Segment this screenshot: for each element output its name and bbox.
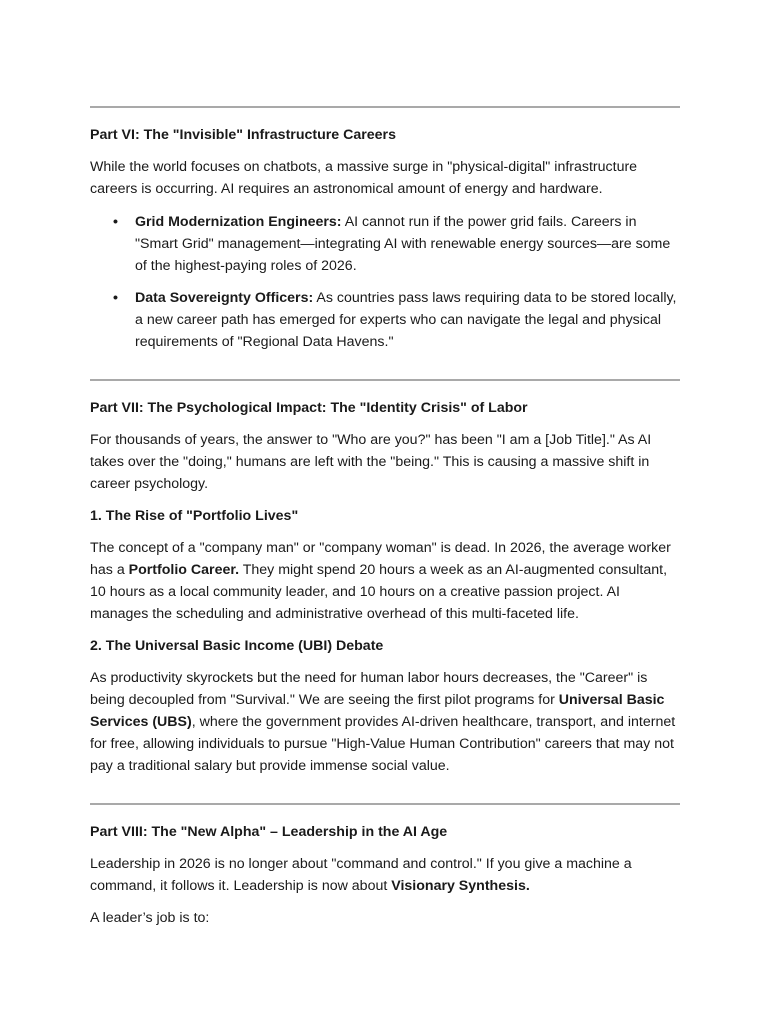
list-item-text: AI cannot run if the power grid fails. Careers in "Smart Grid" management—integrating AI with renewable energy sources—are some of the highest-paying roles of 2026. bbox=[135, 214, 671, 274]
list-item bbox=[90, 211, 680, 277]
paragraph-leader-job: A leader’s job is to: bbox=[90, 910, 210, 926]
bullet-glyph: • bbox=[113, 214, 118, 230]
paragraph-text: As productivity skyrockets but the need for human labor hours decreases, the "Career" is being decoupled from "Survival." We are seeing the first pilot programs for bbox=[90, 670, 648, 708]
list-item-text: As countries pass laws requiring data to be stored locally, a new career path has emerged for experts who can navigate the legal and physical requirements of "Regional Data Havens." bbox=[135, 290, 677, 350]
section-heading-part-viii: Part VIII: The "New Alpha" – Leadership in the AI Age bbox=[90, 824, 448, 840]
bullet-list-part-vi bbox=[90, 211, 680, 353]
paragraph-bold-term: Visionary Synthesis. bbox=[391, 878, 530, 894]
paragraph-text: They might spend 20 hours a week as an AI-augmented consultant, 10 hours as a local community leader, and 10 hours on a creative passion project. AI manages the scheduling and administrative overhead of this multi-faceted life. bbox=[90, 562, 668, 622]
section-intro-part-vii: For thousands of years, the answer to "Who are you?" has been "I am a [Job Title]." As AI takes over the "doing," humans are left with the "being." This is causing a massive shift in career psychology. bbox=[90, 432, 652, 492]
paragraph-bold-term: Portfolio Career. bbox=[128, 562, 240, 578]
bullet-glyph: • bbox=[113, 290, 118, 306]
list-item-term: Data Sovereignty Officers: bbox=[135, 290, 314, 306]
paragraph-text: The concept of a "company man" or "company woman" is dead. In 2026, the average worker has a bbox=[90, 540, 671, 578]
paragraph-bold-term: Universal Basic Services (UBS) bbox=[90, 692, 665, 730]
list-item bbox=[90, 287, 680, 353]
subheading-ubi-debate: 2. The Universal Basic Income (UBI) Debate bbox=[90, 638, 384, 654]
paragraph-portfolio-lives bbox=[90, 537, 680, 625]
paragraph-text: Leadership in 2026 is no longer about "command and control." If you give a machine a command, it follows it. Leadership is now about bbox=[90, 856, 632, 894]
section-intro-part-viii bbox=[90, 853, 680, 897]
paragraph-ubi-debate bbox=[90, 667, 680, 777]
paragraph-text: , where the government provides AI-driven healthcare, transport, and internet for free, allowing individuals to pursue "High-Value Human Contribution" careers that may not pay a traditional salary but provide immense social value. bbox=[90, 714, 676, 774]
document-content bbox=[90, 106, 680, 929]
subheading-portfolio-lives: 1. The Rise of "Portfolio Lives" bbox=[90, 508, 299, 524]
section-intro-part-vi: While the world focuses on chatbots, a massive surge in "physical-digital" infrastructure careers is occurring. AI requires an astronomical amount of energy and hardware. bbox=[90, 159, 638, 197]
section-heading-part-vi: Part VI: The "Invisible" Infrastructure Careers bbox=[90, 127, 396, 143]
list-item-term: Grid Modernization Engineers: bbox=[135, 214, 342, 230]
section-heading-part-vii: Part VII: The Psychological Impact: The "Identity Crisis" of Labor bbox=[90, 400, 528, 416]
